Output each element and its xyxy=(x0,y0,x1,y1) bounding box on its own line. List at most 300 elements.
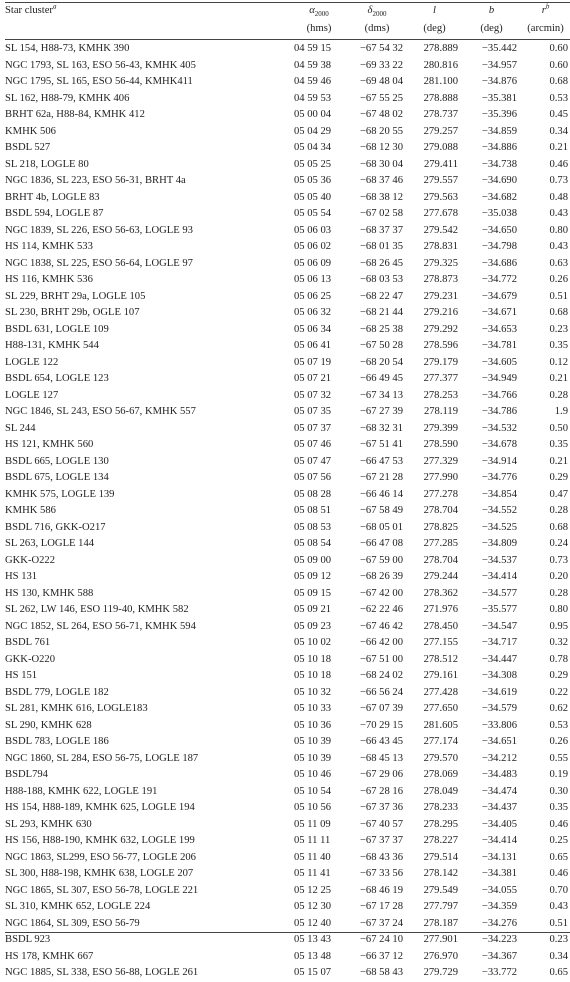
cell-r: 0.46 xyxy=(549,818,568,830)
cell-r: 0.95 xyxy=(549,620,568,632)
table-row xyxy=(5,784,570,801)
cell-b: −34.876 xyxy=(481,76,517,87)
cell-dec: −66 43 45 xyxy=(359,736,403,747)
cell-r: 0.45 xyxy=(549,109,568,120)
cell-r: 0.25 xyxy=(549,835,568,846)
cell-ra: 05 08 53 xyxy=(294,521,332,533)
cell-r: 0.68 xyxy=(549,76,568,87)
cell-l: 277.174 xyxy=(423,736,458,747)
header-b-symbol: b xyxy=(488,5,495,16)
cell-b: −34.854 xyxy=(481,488,517,500)
cell-star-cluster: BSDL 779, LOGLE 182 xyxy=(5,686,109,698)
table-row xyxy=(5,586,570,603)
cell-l: 277.278 xyxy=(423,488,458,500)
cell-l: 279.563 xyxy=(423,191,458,203)
cell-b: −34.447 xyxy=(481,653,517,665)
cell-l: 277.285 xyxy=(423,538,458,549)
cell-dec: −67 02 58 xyxy=(359,208,403,219)
cell-r: 0.24 xyxy=(549,538,568,549)
table-row xyxy=(5,866,570,883)
cell-dec: −67 24 10 xyxy=(359,934,403,945)
header-ra-unit: (hms) xyxy=(306,23,332,34)
cell-star-cluster: NGC 1860, SL 284, ESO 56-75, LOGLE 187 xyxy=(5,752,199,764)
table-row xyxy=(5,190,570,207)
cell-dec: −68 22 47 xyxy=(359,290,403,302)
cell-l: 278.362 xyxy=(423,587,458,599)
cell-l: 279.088 xyxy=(423,142,458,153)
cell-l: 279.549 xyxy=(423,884,458,896)
cell-r: 0.26 xyxy=(549,274,568,285)
cell-dec: −67 27 39 xyxy=(359,406,403,417)
cell-r: 0.30 xyxy=(549,785,568,797)
cell-star-cluster: SL 244 xyxy=(5,422,36,434)
cell-ra: 05 10 46 xyxy=(294,769,332,780)
cell-star-cluster: SL 281, KMHK 616, LOGLE183 xyxy=(5,703,148,714)
table-row xyxy=(5,58,570,75)
table-row xyxy=(5,916,570,933)
cell-r: 0.28 xyxy=(549,587,568,599)
table-row xyxy=(5,140,570,157)
cell-star-cluster: NGC 1852, SL 264, ESO 56-71, KMHK 594 xyxy=(5,620,196,632)
cell-l: 279.557 xyxy=(423,175,458,186)
cell-dec: −67 46 42 xyxy=(359,620,403,632)
cell-dec: −68 05 01 xyxy=(359,521,403,533)
cell-dec: −68 03 53 xyxy=(359,274,403,285)
cell-ra: 05 12 25 xyxy=(294,884,332,896)
cell-b: −34.552 xyxy=(481,505,517,516)
table-row xyxy=(5,850,570,867)
cell-dec: −69 33 22 xyxy=(359,59,403,71)
cell-l: 278.512 xyxy=(423,653,458,665)
cell-r: 0.65 xyxy=(549,967,568,978)
cell-star-cluster: SL 310, KMHK 652, LOGLE 224 xyxy=(5,901,151,912)
cell-l: 278.888 xyxy=(423,92,458,104)
cell-l: 278.596 xyxy=(423,340,458,351)
cell-b: −34.547 xyxy=(481,620,517,632)
cell-star-cluster: LOGLE 122 xyxy=(5,356,59,368)
cell-l: 278.049 xyxy=(423,785,458,797)
cell-dec: −68 21 44 xyxy=(359,307,403,318)
cell-r: 0.20 xyxy=(549,571,568,582)
cell-b: −34.055 xyxy=(481,884,517,896)
cell-star-cluster: H88-131, KMHK 544 xyxy=(5,340,99,351)
cell-l: 278.450 xyxy=(423,620,458,632)
cell-dec: −70 29 15 xyxy=(359,719,403,731)
header-dec-symbol: δ xyxy=(367,5,373,16)
cell-star-cluster: BSDL 675, LOGLE 134 xyxy=(5,472,109,483)
cell-b: −34.605 xyxy=(481,356,517,368)
table-row xyxy=(5,487,570,504)
table-row xyxy=(5,734,570,751)
cell-b: −34.798 xyxy=(481,241,517,252)
table-row xyxy=(5,173,570,190)
cell-star-cluster: SL 229, BRHT 29a, LOGLE 105 xyxy=(5,290,146,302)
cell-b: −34.957 xyxy=(481,59,517,71)
cell-l: 277.678 xyxy=(423,208,458,219)
cell-ra: 04 59 46 xyxy=(294,76,332,87)
cell-l: 279.216 xyxy=(423,307,458,318)
cell-ra: 05 09 15 xyxy=(294,587,332,599)
cell-star-cluster: KMHK 506 xyxy=(5,125,56,137)
cell-r: 0.34 xyxy=(549,950,568,962)
cell-l: 281.100 xyxy=(423,76,458,87)
cell-ra: 05 07 35 xyxy=(294,406,332,417)
table-row xyxy=(5,553,570,570)
cell-star-cluster: SL 154, H88-73, KMHK 390 xyxy=(5,43,130,54)
header-ra-sub: 2000 xyxy=(314,10,329,19)
cell-star-cluster: NGC 1865, SL 307, ESO 56-78, LOGLE 221 xyxy=(5,884,199,896)
cell-dec: −68 20 54 xyxy=(359,356,403,368)
table-row xyxy=(5,107,570,124)
cell-dec: −67 37 24 xyxy=(359,917,403,929)
table-row xyxy=(5,701,570,718)
cell-dec: −67 54 32 xyxy=(359,43,403,54)
cell-star-cluster: BRHT 4b, LOGLE 83 xyxy=(5,191,100,203)
cell-r: 0.50 xyxy=(549,422,568,434)
cell-ra: 05 07 56 xyxy=(294,472,332,483)
cell-ra: 05 10 18 xyxy=(294,670,332,681)
cell-ra: 05 09 23 xyxy=(294,620,332,632)
cell-ra: 05 08 28 xyxy=(294,488,332,500)
cell-ra: 05 12 40 xyxy=(294,917,332,929)
cell-ra: 05 11 41 xyxy=(294,868,331,879)
cell-ra: 05 06 41 xyxy=(294,340,332,351)
cell-b: −34.437 xyxy=(481,802,517,813)
table-row xyxy=(5,305,570,322)
cell-l: 278.831 xyxy=(423,241,458,252)
cell-ra: 05 07 21 xyxy=(294,373,332,384)
cell-r: 0.78 xyxy=(549,653,568,665)
table-row xyxy=(5,652,570,669)
cell-b: −35.381 xyxy=(481,92,517,104)
cell-dec: −67 34 13 xyxy=(359,389,403,401)
cell-l: 277.329 xyxy=(423,455,458,467)
cell-r: 0.35 xyxy=(549,439,568,450)
cell-l: 277.155 xyxy=(423,637,458,648)
cell-r: 0.29 xyxy=(549,472,568,483)
cell-ra: 05 11 40 xyxy=(294,851,331,863)
cell-r: 0.46 xyxy=(549,868,568,879)
cell-b: −35.442 xyxy=(481,43,517,54)
cell-r: 0.73 xyxy=(549,554,568,566)
cell-ra: 05 09 12 xyxy=(294,571,332,582)
cell-dec: −67 07 39 xyxy=(359,703,403,714)
cell-dec: −67 48 02 xyxy=(359,109,403,120)
table-row xyxy=(5,91,570,108)
cell-star-cluster: HS 151 xyxy=(5,670,38,681)
cell-star-cluster: BSDL794 xyxy=(5,769,48,780)
cell-dec: −69 48 04 xyxy=(359,76,403,87)
cell-r: 0.68 xyxy=(549,521,568,533)
cell-dec: −66 37 12 xyxy=(359,950,403,962)
cell-l: 277.797 xyxy=(423,901,458,912)
cell-b: −34.223 xyxy=(481,934,517,945)
cell-ra: 05 10 36 xyxy=(294,719,332,731)
table-row xyxy=(5,124,570,141)
cell-star-cluster: NGC 1839, SL 226, ESO 56-63, LOGLE 93 xyxy=(5,224,193,236)
cell-ra: 05 09 00 xyxy=(294,554,332,566)
cell-r: 0.29 xyxy=(549,670,568,681)
table-row xyxy=(5,421,570,438)
table-row xyxy=(5,536,570,553)
cell-b: −34.766 xyxy=(481,389,517,401)
cell-b: −34.537 xyxy=(481,554,517,566)
cell-r: 0.21 xyxy=(549,373,568,384)
cell-r: 0.35 xyxy=(549,340,568,351)
cell-dec: −67 55 25 xyxy=(359,92,403,104)
cell-b: −34.886 xyxy=(481,142,517,153)
table-row xyxy=(5,272,570,289)
cell-star-cluster: NGC 1795, SL 165, ESO 56-44, KMHK411 xyxy=(5,76,193,87)
cell-l: 279.161 xyxy=(423,670,458,681)
cell-l: 279.570 xyxy=(423,752,458,764)
cell-star-cluster: BSDL 783, LOGLE 186 xyxy=(5,736,109,747)
cell-ra: 05 10 54 xyxy=(294,785,332,797)
cell-ra: 05 10 32 xyxy=(294,686,332,698)
cell-star-cluster: BRHT 62a, H88-84, KMHK 412 xyxy=(5,109,145,120)
cell-b: −34.809 xyxy=(481,538,517,549)
cell-l: 279.179 xyxy=(423,356,458,368)
cell-b: −34.212 xyxy=(481,752,517,764)
cell-l: 279.325 xyxy=(423,257,458,269)
cell-ra: 05 06 09 xyxy=(294,257,332,269)
cell-star-cluster: BSDL 594, LOGLE 87 xyxy=(5,208,104,219)
cell-dec: −67 40 57 xyxy=(359,818,403,830)
cell-ra: 05 13 48 xyxy=(294,950,332,962)
cell-ra: 05 06 34 xyxy=(294,323,332,335)
cell-ra: 05 13 43 xyxy=(294,934,332,945)
cell-l: 279.542 xyxy=(423,224,458,236)
cell-star-cluster: BSDL 527 xyxy=(5,142,51,153)
cell-dec: −67 51 41 xyxy=(359,439,403,450)
cell-star-cluster: HS 116, KMHK 536 xyxy=(5,274,93,285)
cell-star-cluster: GKK-O222 xyxy=(5,554,56,566)
cell-star-cluster: NGC 1838, SL 225, ESO 56-64, LOGLE 97 xyxy=(5,257,193,269)
cell-ra: 05 05 25 xyxy=(294,158,332,170)
cell-r: 0.28 xyxy=(549,389,568,401)
header-l xyxy=(407,0,462,22)
cell-r: 0.46 xyxy=(549,158,568,170)
table-row xyxy=(5,41,570,58)
table-row xyxy=(5,74,570,91)
table-row xyxy=(5,668,570,685)
cell-r: 0.80 xyxy=(549,604,568,615)
cell-star-cluster: HS 156, H88-190, KMHK 632, LOGLE 199 xyxy=(5,835,195,846)
table-body xyxy=(5,41,570,982)
table-header xyxy=(5,0,570,41)
cell-star-cluster: HS 121, KMHK 560 xyxy=(5,439,94,450)
cell-l: 278.142 xyxy=(423,868,458,879)
cell-star-cluster: KMHK 575, LOGLE 139 xyxy=(5,488,115,500)
cell-b: −34.772 xyxy=(481,274,517,285)
cell-b: −34.276 xyxy=(481,917,517,929)
cell-r: 0.55 xyxy=(549,752,568,764)
cell-ra: 05 06 25 xyxy=(294,290,332,302)
table-row xyxy=(5,338,570,355)
cell-l: 271.976 xyxy=(423,604,458,615)
cell-b: −34.682 xyxy=(481,191,517,203)
table-row xyxy=(5,289,570,306)
cell-dec: −68 58 43 xyxy=(359,967,403,978)
table-row xyxy=(5,718,570,735)
cell-l: 278.704 xyxy=(423,554,458,566)
cell-ra: 05 05 54 xyxy=(294,208,332,219)
cell-star-cluster: BSDL 716, GKK-O217 xyxy=(5,521,106,533)
cell-l: 281.605 xyxy=(423,719,458,731)
cell-l: 277.990 xyxy=(423,472,458,483)
cell-l: 280.816 xyxy=(423,59,458,71)
cell-star-cluster: HS 114, KMHK 533 xyxy=(5,241,93,252)
table-row xyxy=(5,256,570,273)
cell-r: 0.60 xyxy=(549,43,568,54)
cell-star-cluster: SL 293, KMHK 630 xyxy=(5,818,92,830)
cell-b: −34.381 xyxy=(481,868,517,879)
header-dec-sub: 2000 xyxy=(372,10,387,19)
cell-b: −34.532 xyxy=(481,422,517,434)
cell-b: −34.577 xyxy=(481,587,517,599)
header-r-unit: (arcmin) xyxy=(527,23,564,34)
cell-star-cluster: SL 262, LW 146, ESO 119-40, KMHK 582 xyxy=(5,604,189,615)
cell-ra: 05 08 54 xyxy=(294,538,332,549)
cell-dec: −67 42 00 xyxy=(359,587,403,599)
cell-b: −34.405 xyxy=(481,818,517,830)
cell-star-cluster: HS 178, KMHK 667 xyxy=(5,950,94,962)
table-row xyxy=(5,883,570,900)
cell-b: −34.525 xyxy=(481,521,517,533)
cell-b: −34.781 xyxy=(481,340,517,351)
cell-star-cluster: NGC 1863, SL299, ESO 56-77, LOGLE 206 xyxy=(5,851,196,863)
header-star-cluster xyxy=(5,0,291,22)
header-b xyxy=(462,0,521,22)
cell-b: −34.483 xyxy=(481,769,517,780)
cell-dec: −67 33 56 xyxy=(359,868,403,879)
star-cluster-table xyxy=(5,0,570,982)
cell-star-cluster: SL 162, H88-79, KMHK 406 xyxy=(5,92,130,104)
cell-l: 278.737 xyxy=(423,109,458,120)
cell-r: 0.21 xyxy=(549,455,568,467)
table-row xyxy=(5,932,570,949)
cell-dec: −67 29 06 xyxy=(359,769,403,780)
cell-ra: 05 12 30 xyxy=(294,901,332,912)
cell-b: −34.776 xyxy=(481,472,517,483)
cell-l: 278.590 xyxy=(423,439,458,450)
cell-l: 277.428 xyxy=(423,686,458,698)
cell-dec: −67 59 00 xyxy=(359,554,403,566)
cell-star-cluster: GKK-O220 xyxy=(5,653,56,665)
cell-dec: −66 42 00 xyxy=(359,637,403,648)
cell-r: 0.35 xyxy=(549,802,568,813)
cell-ra: 05 06 02 xyxy=(294,241,332,252)
cell-b: −34.651 xyxy=(481,736,517,747)
cell-b: −34.474 xyxy=(481,785,517,797)
cell-b: −34.579 xyxy=(481,703,517,714)
cell-b: −33.772 xyxy=(481,967,517,978)
cell-dec: −68 26 39 xyxy=(359,571,403,582)
cell-b: −35.038 xyxy=(481,208,517,219)
cell-ra: 05 04 29 xyxy=(294,125,332,137)
cell-ra: 05 06 32 xyxy=(294,307,332,318)
cell-ra: 05 10 39 xyxy=(294,752,332,764)
cell-ra: 05 07 47 xyxy=(294,455,332,467)
cell-star-cluster: SL 290, KMHK 628 xyxy=(5,719,92,731)
cell-ra: 05 10 02 xyxy=(294,637,332,648)
cell-ra: 05 11 09 xyxy=(294,818,331,830)
cell-star-cluster: NGC 1885, SL 338, ESO 56-88, LOGLE 261 xyxy=(5,967,199,978)
cell-star-cluster: HS 130, KMHK 588 xyxy=(5,587,94,599)
cell-b: −34.619 xyxy=(481,686,517,698)
cell-dec: −68 37 46 xyxy=(359,175,403,186)
cell-dec: −68 20 55 xyxy=(359,125,403,137)
cell-l: 277.377 xyxy=(423,373,458,384)
table-row xyxy=(5,800,570,817)
cell-b: −34.686 xyxy=(481,257,517,269)
cell-r: 0.34 xyxy=(549,125,568,137)
cell-ra: 05 10 18 xyxy=(294,653,332,665)
cell-b: −34.650 xyxy=(481,224,517,236)
table-row xyxy=(5,239,570,256)
cell-l: 278.227 xyxy=(423,835,458,846)
cell-ra: 05 07 46 xyxy=(294,439,332,450)
cell-b: −34.914 xyxy=(481,455,517,467)
table-row xyxy=(5,520,570,537)
cell-r: 0.51 xyxy=(549,290,568,302)
cell-dec: −68 01 35 xyxy=(359,241,403,252)
cell-b: −35.396 xyxy=(481,109,517,120)
cell-r: 0.70 xyxy=(549,884,568,896)
header-dec-unit: (dms) xyxy=(364,23,390,34)
cell-dec: −68 38 12 xyxy=(359,191,403,203)
cell-ra: 05 10 33 xyxy=(294,703,332,714)
header-r xyxy=(521,0,570,22)
cell-star-cluster: BSDL 665, LOGLE 130 xyxy=(5,455,109,467)
header-name-unit xyxy=(5,22,291,41)
cell-ra: 04 59 38 xyxy=(294,59,332,71)
cell-ra: 05 06 13 xyxy=(294,274,332,285)
header-b-unit: (deg) xyxy=(480,23,503,34)
table-row xyxy=(5,619,570,636)
cell-l: 277.901 xyxy=(423,934,458,945)
cell-ra: 05 00 04 xyxy=(294,109,332,120)
cell-l: 279.411 xyxy=(423,158,458,170)
cell-b: −34.949 xyxy=(481,373,517,384)
cell-b: −34.717 xyxy=(481,637,517,648)
cell-r: 0.26 xyxy=(549,736,568,747)
header-r-note: b xyxy=(545,2,550,11)
table-row xyxy=(5,355,570,372)
cell-dec: −68 26 45 xyxy=(359,257,403,269)
cell-ra: 05 04 34 xyxy=(294,142,332,153)
table-row xyxy=(5,322,570,339)
cell-r: 0.60 xyxy=(549,59,568,71)
header-r-symbol: r xyxy=(541,5,546,16)
cell-ra: 04 59 53 xyxy=(294,92,332,104)
cell-b: −34.359 xyxy=(481,901,517,912)
cell-dec: −67 37 36 xyxy=(359,802,403,813)
cell-b: −34.690 xyxy=(481,175,517,186)
table-row xyxy=(5,569,570,586)
cell-ra: 05 10 56 xyxy=(294,802,332,813)
cell-dec: −68 24 02 xyxy=(359,670,403,681)
cell-r: 0.23 xyxy=(549,934,568,945)
cell-l: 278.187 xyxy=(423,917,458,929)
cell-dec: −68 45 13 xyxy=(359,752,403,764)
table-row xyxy=(5,965,570,982)
cell-ra: 05 10 39 xyxy=(294,736,332,747)
cell-l: 278.295 xyxy=(423,818,458,830)
cell-star-cluster: BSDL 654, LOGLE 123 xyxy=(5,373,109,384)
cell-r: 0.80 xyxy=(549,224,568,236)
cell-star-cluster: HS 131 xyxy=(5,571,38,582)
